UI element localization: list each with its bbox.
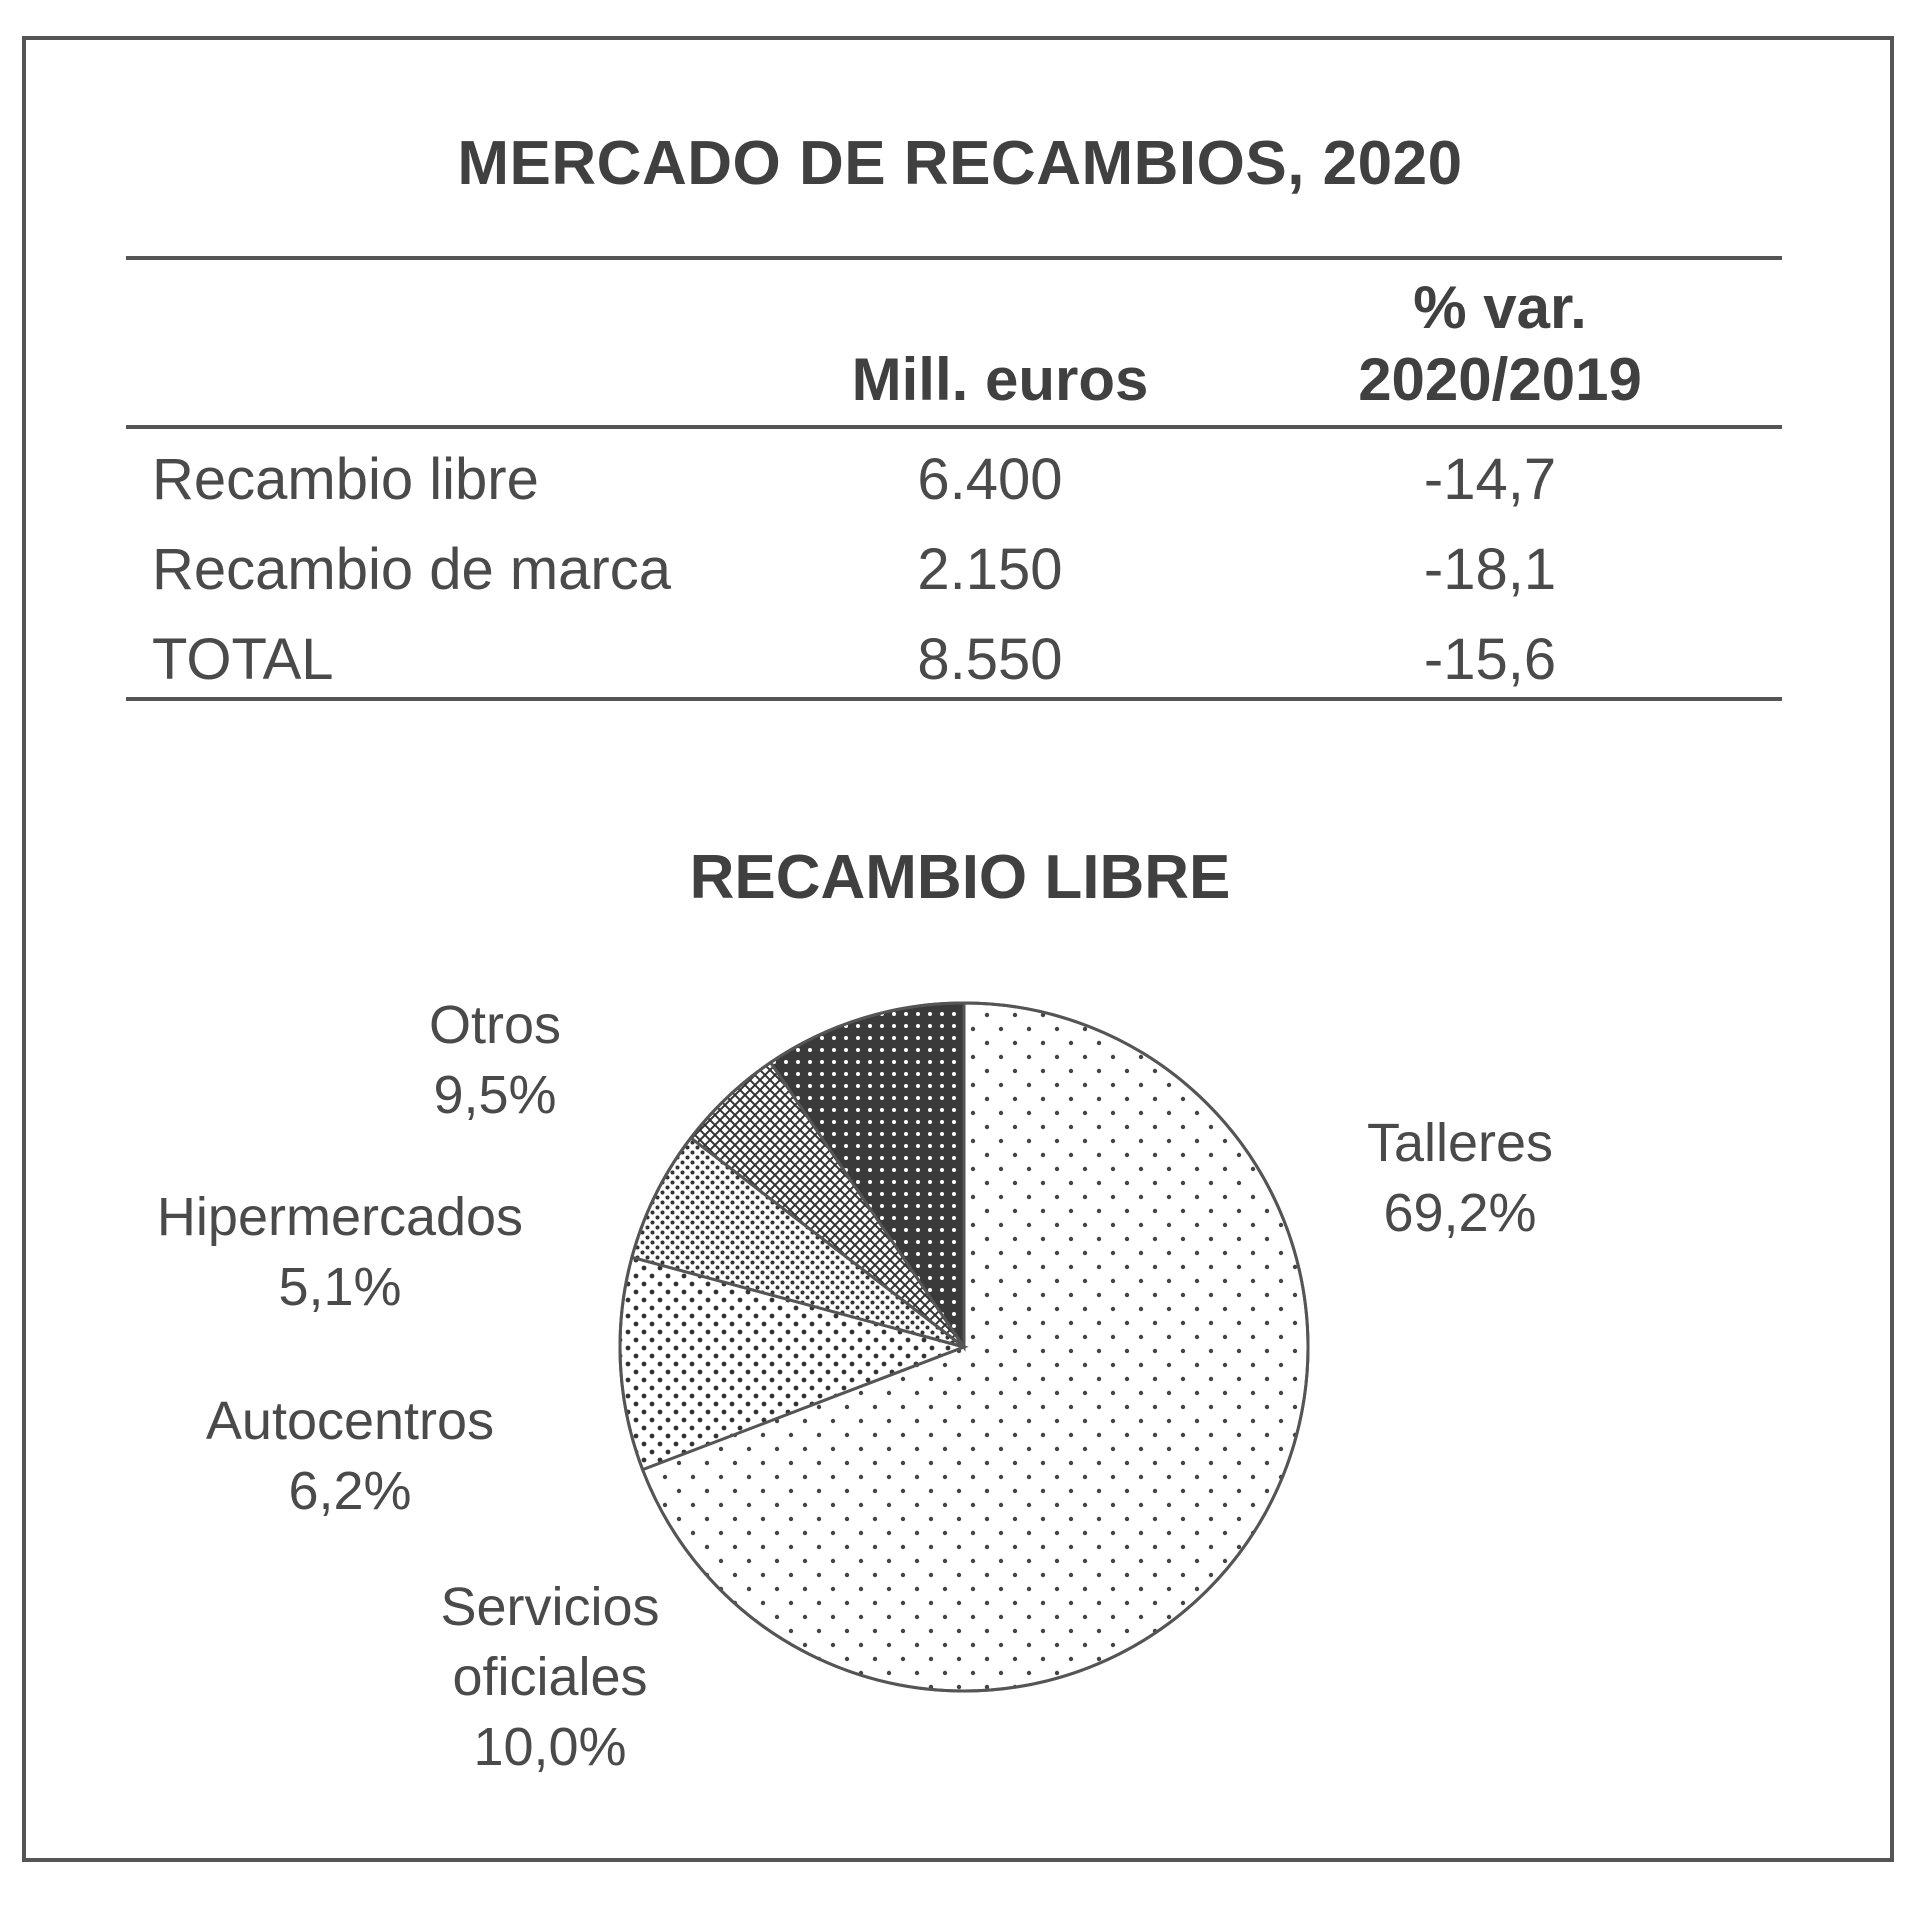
- row-mill-euros: 6.400: [917, 447, 1063, 512]
- row-mill-euros: 8.550: [917, 627, 1063, 692]
- row-mill-euros: 2.150: [917, 537, 1063, 602]
- table-title: MERCADO DE RECAMBIOS, 2020: [457, 129, 1463, 198]
- slice-label-name: Autocentros: [205, 1391, 495, 1451]
- row-label: Recambio de marca: [152, 537, 671, 602]
- column-header-var: % var. 2020/2019: [1358, 274, 1642, 413]
- row-label: Recambio libre: [152, 447, 539, 512]
- slice-label-name: Hipermercados: [156, 1187, 524, 1247]
- pie-title: RECAMBIO LIBRE: [689, 843, 1231, 912]
- row-var: -14,7: [1423, 447, 1557, 512]
- slice-label-percent: 10,0%: [473, 1717, 627, 1777]
- row-var: -18,1: [1423, 537, 1557, 602]
- row-var: -15,6: [1423, 627, 1557, 692]
- row-label: TOTAL: [152, 627, 334, 692]
- slice-label: [400, 1572, 700, 1782]
- slice-label: [120, 1182, 560, 1322]
- slice-label: [395, 990, 595, 1130]
- slice-label: [1340, 1108, 1580, 1248]
- slice-label-percent: 5,1%: [278, 1257, 402, 1317]
- slice-label-name: Talleres: [1366, 1113, 1554, 1173]
- slice-label-name: Servicios oficiales: [440, 1577, 660, 1707]
- slice-label-percent: 69,2%: [1383, 1183, 1537, 1243]
- slice-label-percent: 9,5%: [433, 1065, 557, 1125]
- slice-label: [170, 1386, 530, 1526]
- pie-slices: [620, 1003, 1308, 1691]
- column-header-mill-euros: Mill. euros: [851, 346, 1149, 413]
- slice-label-percent: 6,2%: [288, 1461, 412, 1521]
- slice-label-name: Otros: [428, 995, 562, 1055]
